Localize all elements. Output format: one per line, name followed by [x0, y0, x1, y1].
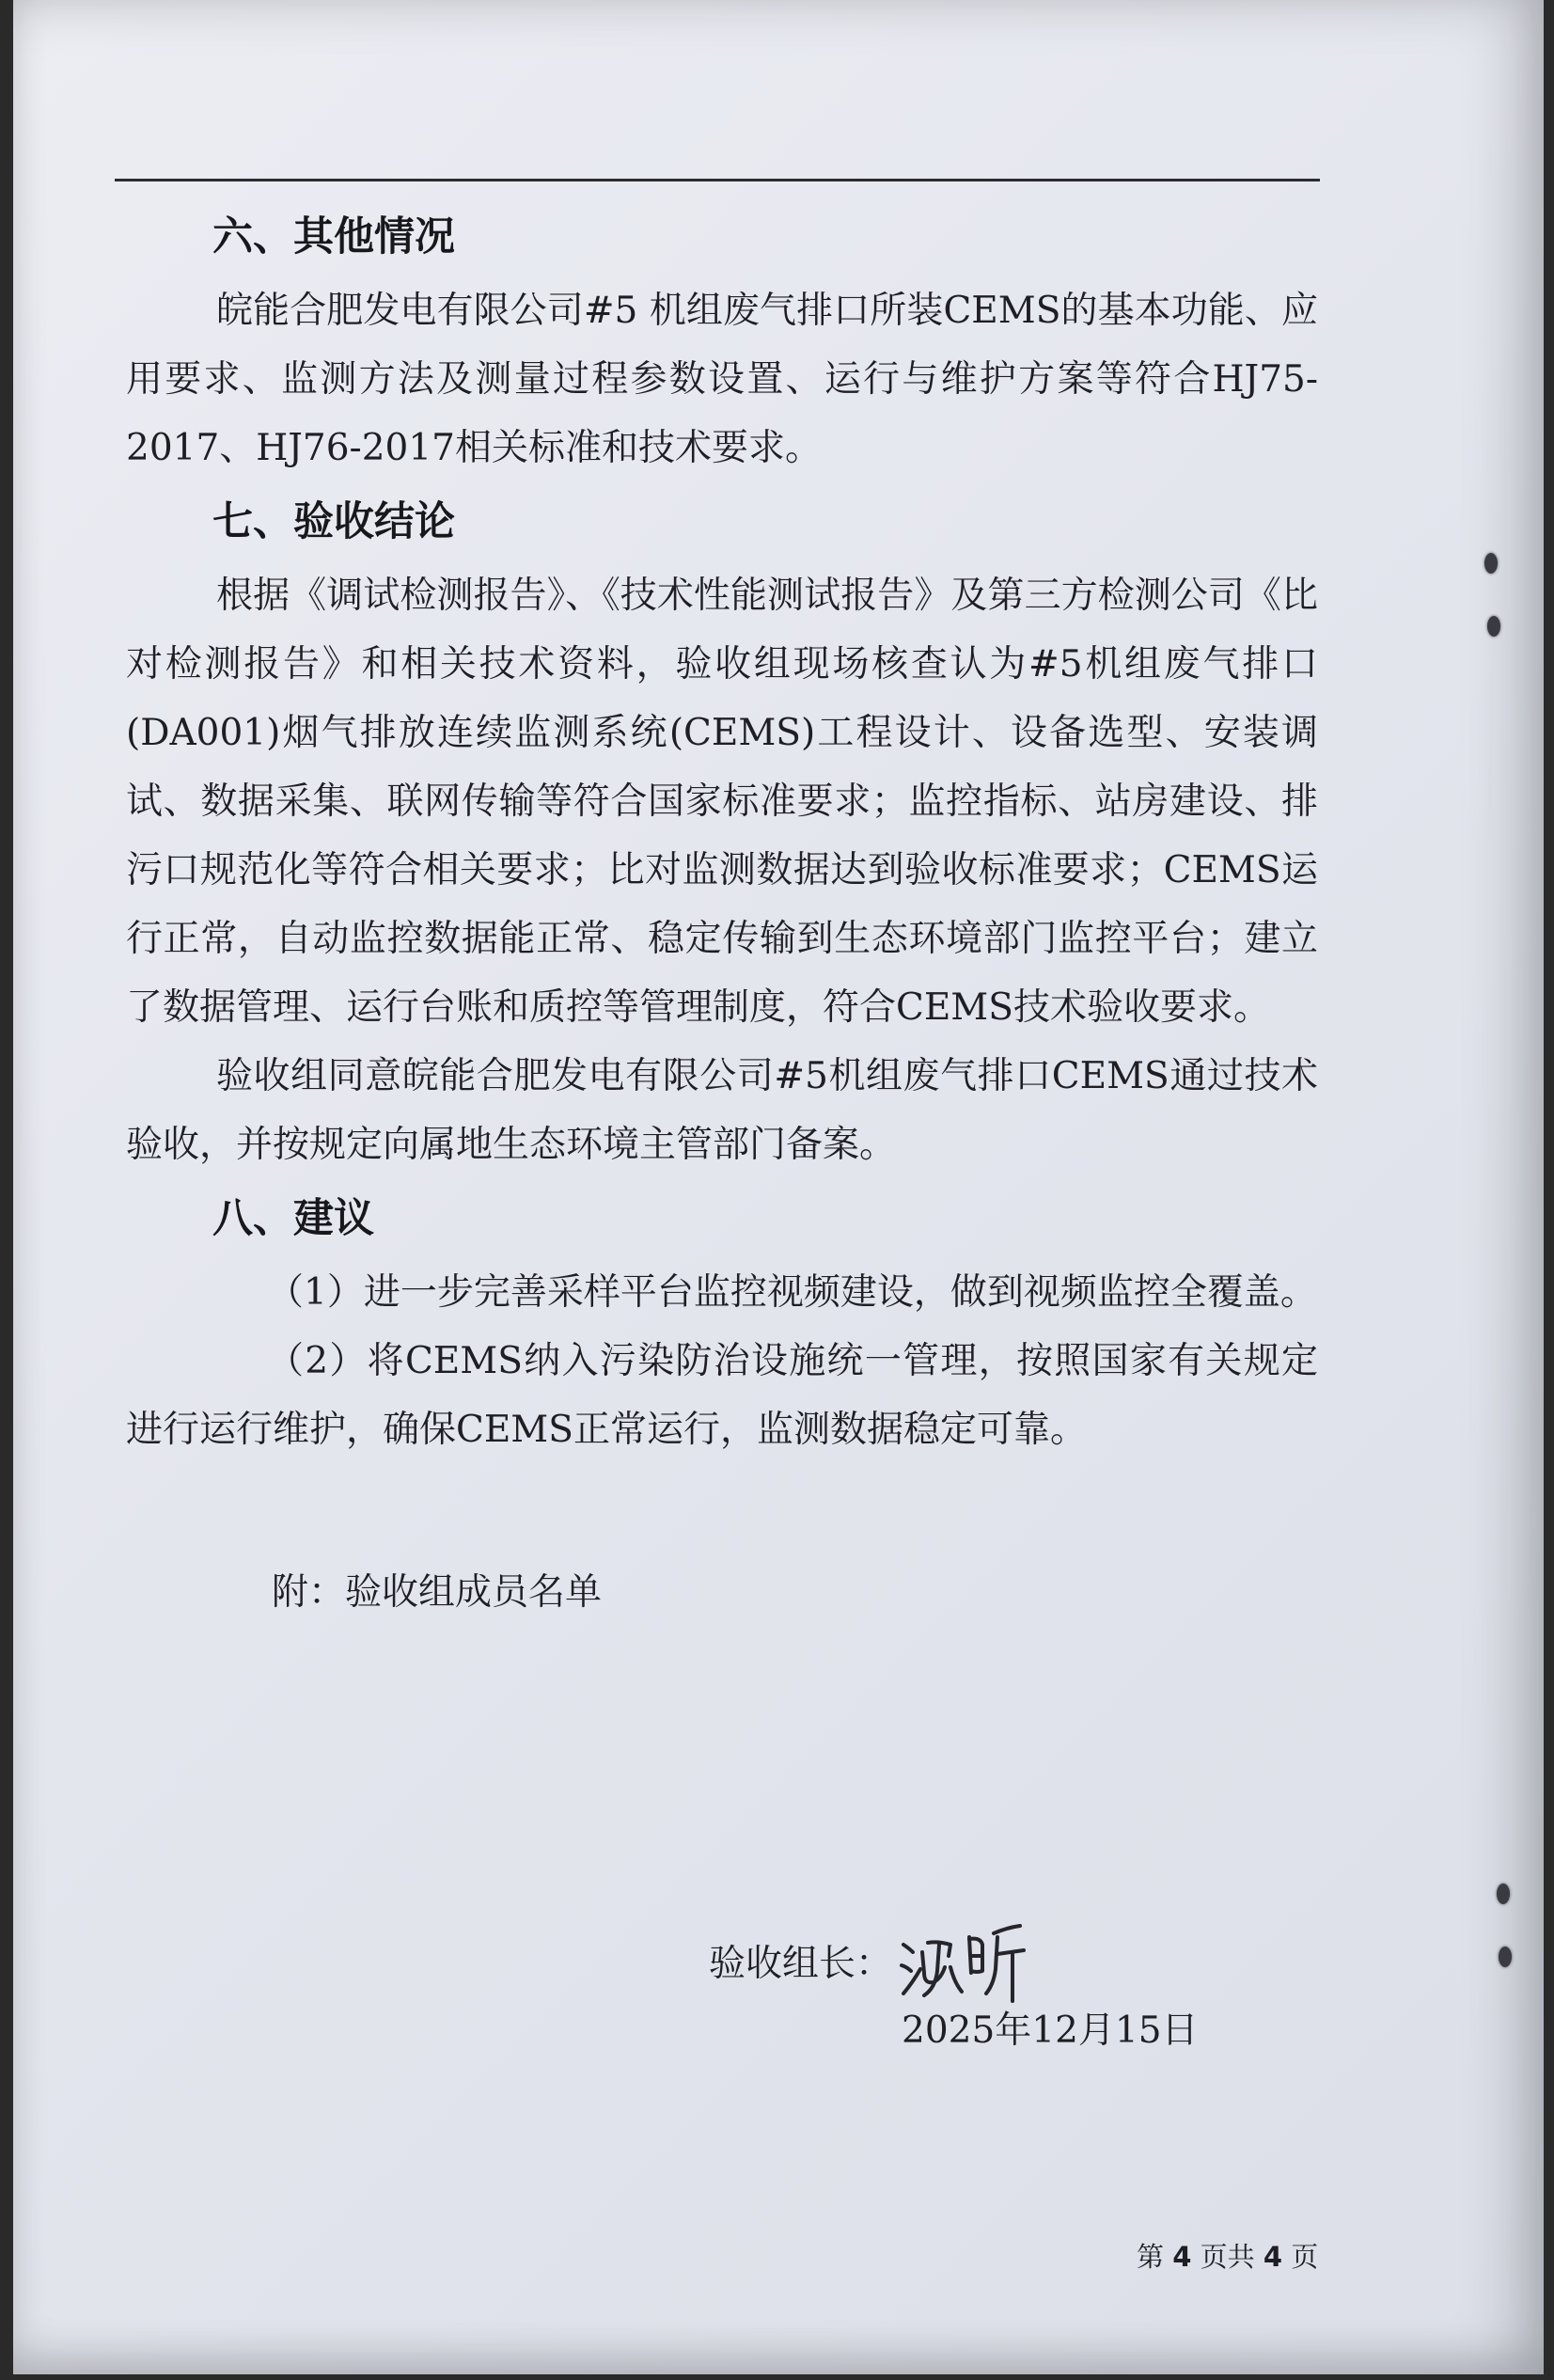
page-footer: [1137, 2236, 1318, 2275]
header-rule: [115, 179, 1320, 181]
binding-hole-icon: [1487, 616, 1500, 637]
section-heading-suggestions: 八、建议: [212, 1195, 374, 1242]
document-body: [126, 197, 1318, 1627]
binding-hole-icon: [1484, 553, 1498, 574]
document-page: [13, 0, 1544, 2374]
suggestion-item: （1）进一步完善采样平台监控视频建设，做到视频监控全覆盖。: [267, 1271, 1317, 1314]
footer-page-number: 4: [1172, 2241, 1192, 2273]
footer-suffix: 页: [1291, 2241, 1319, 2273]
footer-prefix: 第: [1137, 2241, 1165, 2273]
section-heading-conclusion: 七、验收结论: [212, 498, 455, 545]
suggestion-item: （2）将CEMS纳入污染防治设施统一管理，按照国家有关规定进行运行维护，确保CEMS正常运行，监测数据稳定可靠。: [126, 1340, 1318, 1451]
signature-block: [709, 1918, 1367, 2059]
signature-row: [709, 1918, 1367, 2003]
footer-total-pages: 4: [1263, 2241, 1283, 2273]
binding-hole-icon: [1499, 1947, 1512, 1967]
paragraph-other-situation: 皖能合肥发电有限公司#5 机组废气排口所装CEMS的基本功能、应用要求、监测方法及测量过程参数设置、运行与维护方案等符合HJ75-2017、HJ76-2017相关标准和技术要求。: [126, 290, 1318, 469]
signature-label: 验收组长：: [709, 1943, 893, 1985]
paragraph-conclusion-1: 根据《调试检测报告》、《技术性能测试报告》及第三方检测公司《比对检测报告》和相关技术资料，验收组现场核查认为#5机组废气排口(DA001)烟气排放连续监测系统(CEMS)工程设计、设备选型、安装调试、数据采集、联网传输等符合国家标准要求；监控指标、站房建设、排污口规范化等符合相关要求；比对监测数据达到验收标准要求；CEMS运行正常，自动监控数据能正常、稳定传输到生态环境部门监控平台；建立了数据管理、运行台账和质控等管理制度，符合CEMS技术验收要求。: [126, 575, 1318, 1029]
handwritten-signature-icon: [896, 1916, 1037, 2006]
signature-date: 2025年12月15日: [902, 2010, 1199, 2052]
attachment-note: 附：验收组成员名单: [272, 1571, 603, 1614]
footer-middle: 页共: [1200, 2241, 1255, 2273]
section-heading-other: 六、其他情况: [212, 213, 455, 260]
paragraph-conclusion-2: 验收组同意皖能合肥发电有限公司#5机组废气排口CEMS通过技术验收，并按规定向属地生态环境主管部门备案。: [126, 1055, 1318, 1166]
binding-hole-icon: [1497, 1884, 1510, 1904]
